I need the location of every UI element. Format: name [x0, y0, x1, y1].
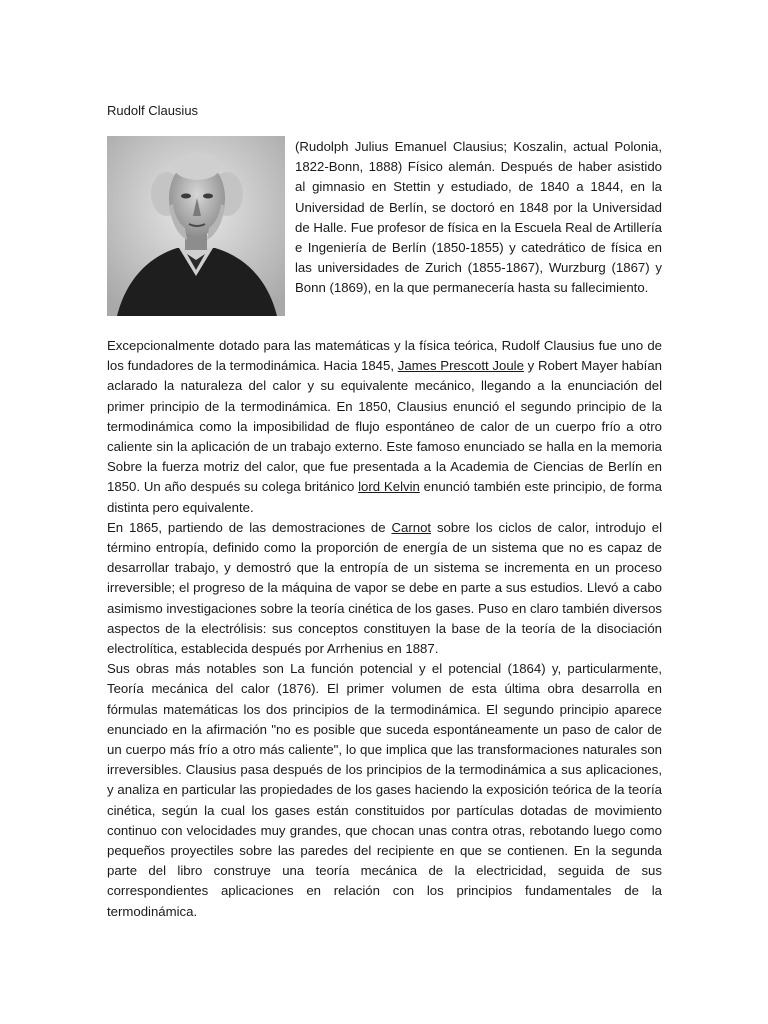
link-lord-kelvin[interactable]: lord Kelvin — [358, 479, 420, 495]
paragraph-1 — [107, 336, 662, 518]
paragraph-2 — [107, 518, 662, 659]
link-james-prescott-joule[interactable]: James Prescott Joule — [397, 358, 524, 374]
document-title: Rudolf Clausius — [107, 103, 199, 118]
portrait-photo — [107, 136, 285, 316]
link-carnot[interactable]: Carnot — [391, 519, 432, 535]
paragraph-1-text-a: Excepcionalmente dotado para las matemáticas y la física teórica, Rudolf Clausius fue uno de los fundadores de la termodinámica. Hacia 1845, — [107, 338, 662, 374]
paragraph-3: Sus obras más notables son La función potencial y el potencial (1864) y, particularmente, Teoría mecánica del calor (1876). El primer volumen de esta última obra desarrolla en fórmulas matemáticas los dos principios de la termodinámica. El segundo principio aparece enunciado en la afirmación "no es posible que suceda espontáneamente un paso de calor de un cuerpo más frío a otro más caliente", lo que implica que las transformaciones naturales son irreversibles. Clausius pasa después de los principios de la termodinámica a sus aplicaciones, y analiza en particular las propiedades de los gases haciendo la exposición teórica de la teoría cinética, según la cual los gases están constituidos por partículas dotadas de movimiento continuo con velocidades muy grandes, que chocan unas contra otras, rebotando luego como pequeños proyectiles sobre las paredes del recipiente en que se contienen. En la segunda parte del libro construye una teoría mecánica de la electricidad, seguida de sus correspondientes aplicaciones en relación con los principios fundamentales de la termodinámica. — [107, 661, 662, 919]
paragraph-1-text-c: enunció también este principio, de forma distinta pero equivalente. — [107, 479, 662, 515]
paragraph-1-text-b: y Robert Mayer habían aclarado la naturaleza del calor y su equivalente mecánico, llegando a la enunciación del primer principio de la termodinámica. En 1850, Clausius enunció el segundo principio de la termodinámica como la imposibilidad de flujo espontáneo de calor de un cuerpo frío a otro caliente sin la aplicación de un trabajo externo. Este famoso enunciado se halla en la memoria Sobre la fuerza motriz del calor, que fue presentada a la Academia de Ciencias de Berlín en 1850. Un año después su colega británico — [107, 358, 662, 495]
article-body — [107, 336, 662, 922]
paragraph-2-text-b: sobre los ciclos de calor, introdujo el término entropía, definido como la proporción de energía de un sistema que no es capaz de desarrollar trabajo, y demostró que la entropía de un sistema se incrementa en un proceso irreversible; el progreso de la máquina de vapor se debe en parte a sus estudios. Llevó a cabo asimismo investigaciones sobre la teoría cinética de los gases. Puso en claro también diversos aspectos de la electrólisis: sus conceptos constituyen la base de la teoría de la disociación electrolítica, establecida después por Arrhenius en 1887. — [107, 519, 662, 657]
paragraph-2-text-a: En 1865, partiendo de las demostraciones de — [107, 519, 392, 535]
intro-paragraph: (Rudolph Julius Emanuel Clausius; Koszalin, actual Polonia, 1822-Bonn, 1888) Físico alemán. Después de haber asistido al gimnasio en Stettin y estudiado, de 1840 a 1844, en la Universidad de Berlín, se doctoró en 1848 por la Universidad de Halle. Fue profesor de física en la Escuela Real de Artillería e Ingeniería de Berlín (1850-1855) y catedrático de física en las universidades de Zurich (1855-1867), Wurzburg (1867) y Bonn (1869), en la que permanecería hasta su fallecimiento. — [295, 139, 662, 296]
